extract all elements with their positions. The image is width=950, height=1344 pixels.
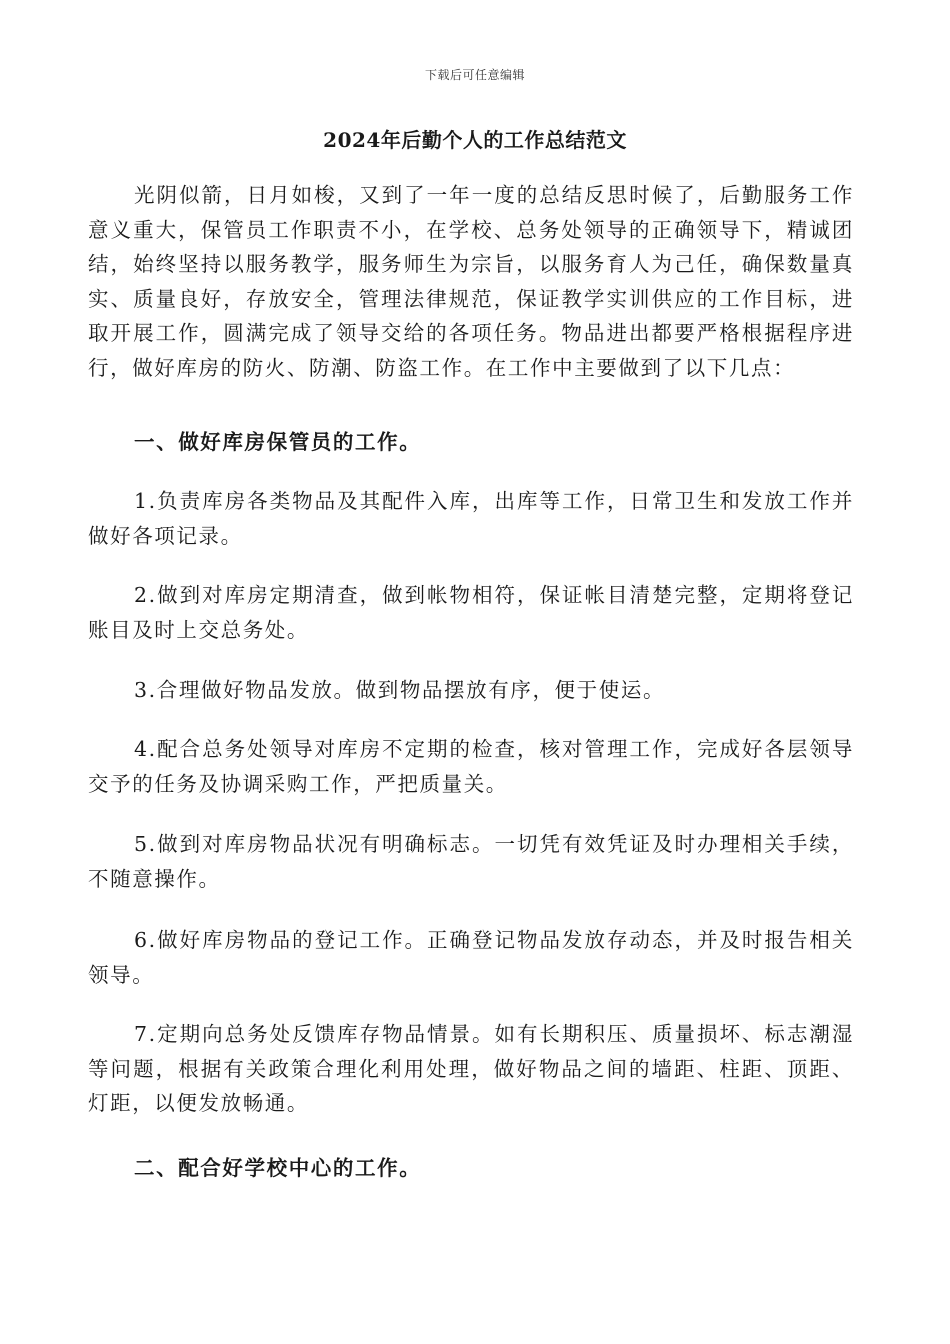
header-note: 下载后可任意编辑	[424, 68, 525, 82]
list-item: 4.配合总务处领导对库房不定期的检查，核对管理工作，完成好各层领导交予的任务及协调采购工作，严把质量关。	[88, 737, 854, 796]
list-item: 1.负责库房各类物品及其配件入库，出库等工作，日常卫生和发放工作并做好各项记录。	[88, 489, 854, 548]
list-item: 5.做到对库房物品状况有明确标志。一切凭有效凭证及时办理相关手续，不随意操作。	[88, 832, 854, 891]
list-item: 3.合理做好物品发放。做到物品摆放有序，便于使运。	[134, 678, 666, 702]
section2-heading: 二、配合好学校中心的工作。	[134, 1156, 422, 1180]
list-item: 2.做到对库房定期清查，做到帐物相符，保证帐目清楚完整，定期将登记账目及时上交总务处。	[88, 583, 854, 642]
list-item: 7.定期向总务处反馈库存物品情景。如有长期积压、质量损坏、标志潮湿等问题，根据有关政策合理化利用处理，做好物品之间的墙距、柱距、顶距、灯距，以便发放畅通。	[88, 1022, 854, 1115]
section1-heading: 一、做好库房保管员的工作。	[134, 430, 422, 454]
list-item: 6.做好库房物品的登记工作。正确登记物品发放存动态，并及时报告相关领导。	[88, 928, 854, 987]
page-title: 2024年后勤个人的工作总结范文	[323, 128, 627, 152]
intro-paragraph: 光阴似箭，日月如梭，又到了一年一度的总结反思时候了，后勤服务工作意义重大，保管员工作职责不小，在学校、总务处领导的正确领导下，精诚团结，始终坚持以服务教学，服务师生为宗旨，以服务育人为己任，确保数量真实、质量良好，存放安全，管理法律规范，保证教学实训供应的工作目标，进取开展工作，圆满完成了领导交给的各项任务。物品进出都要严格根据程序进行，做好库房的防火、防潮、防盗工作。在工作中主要做到了以下几点：	[88, 183, 854, 380]
